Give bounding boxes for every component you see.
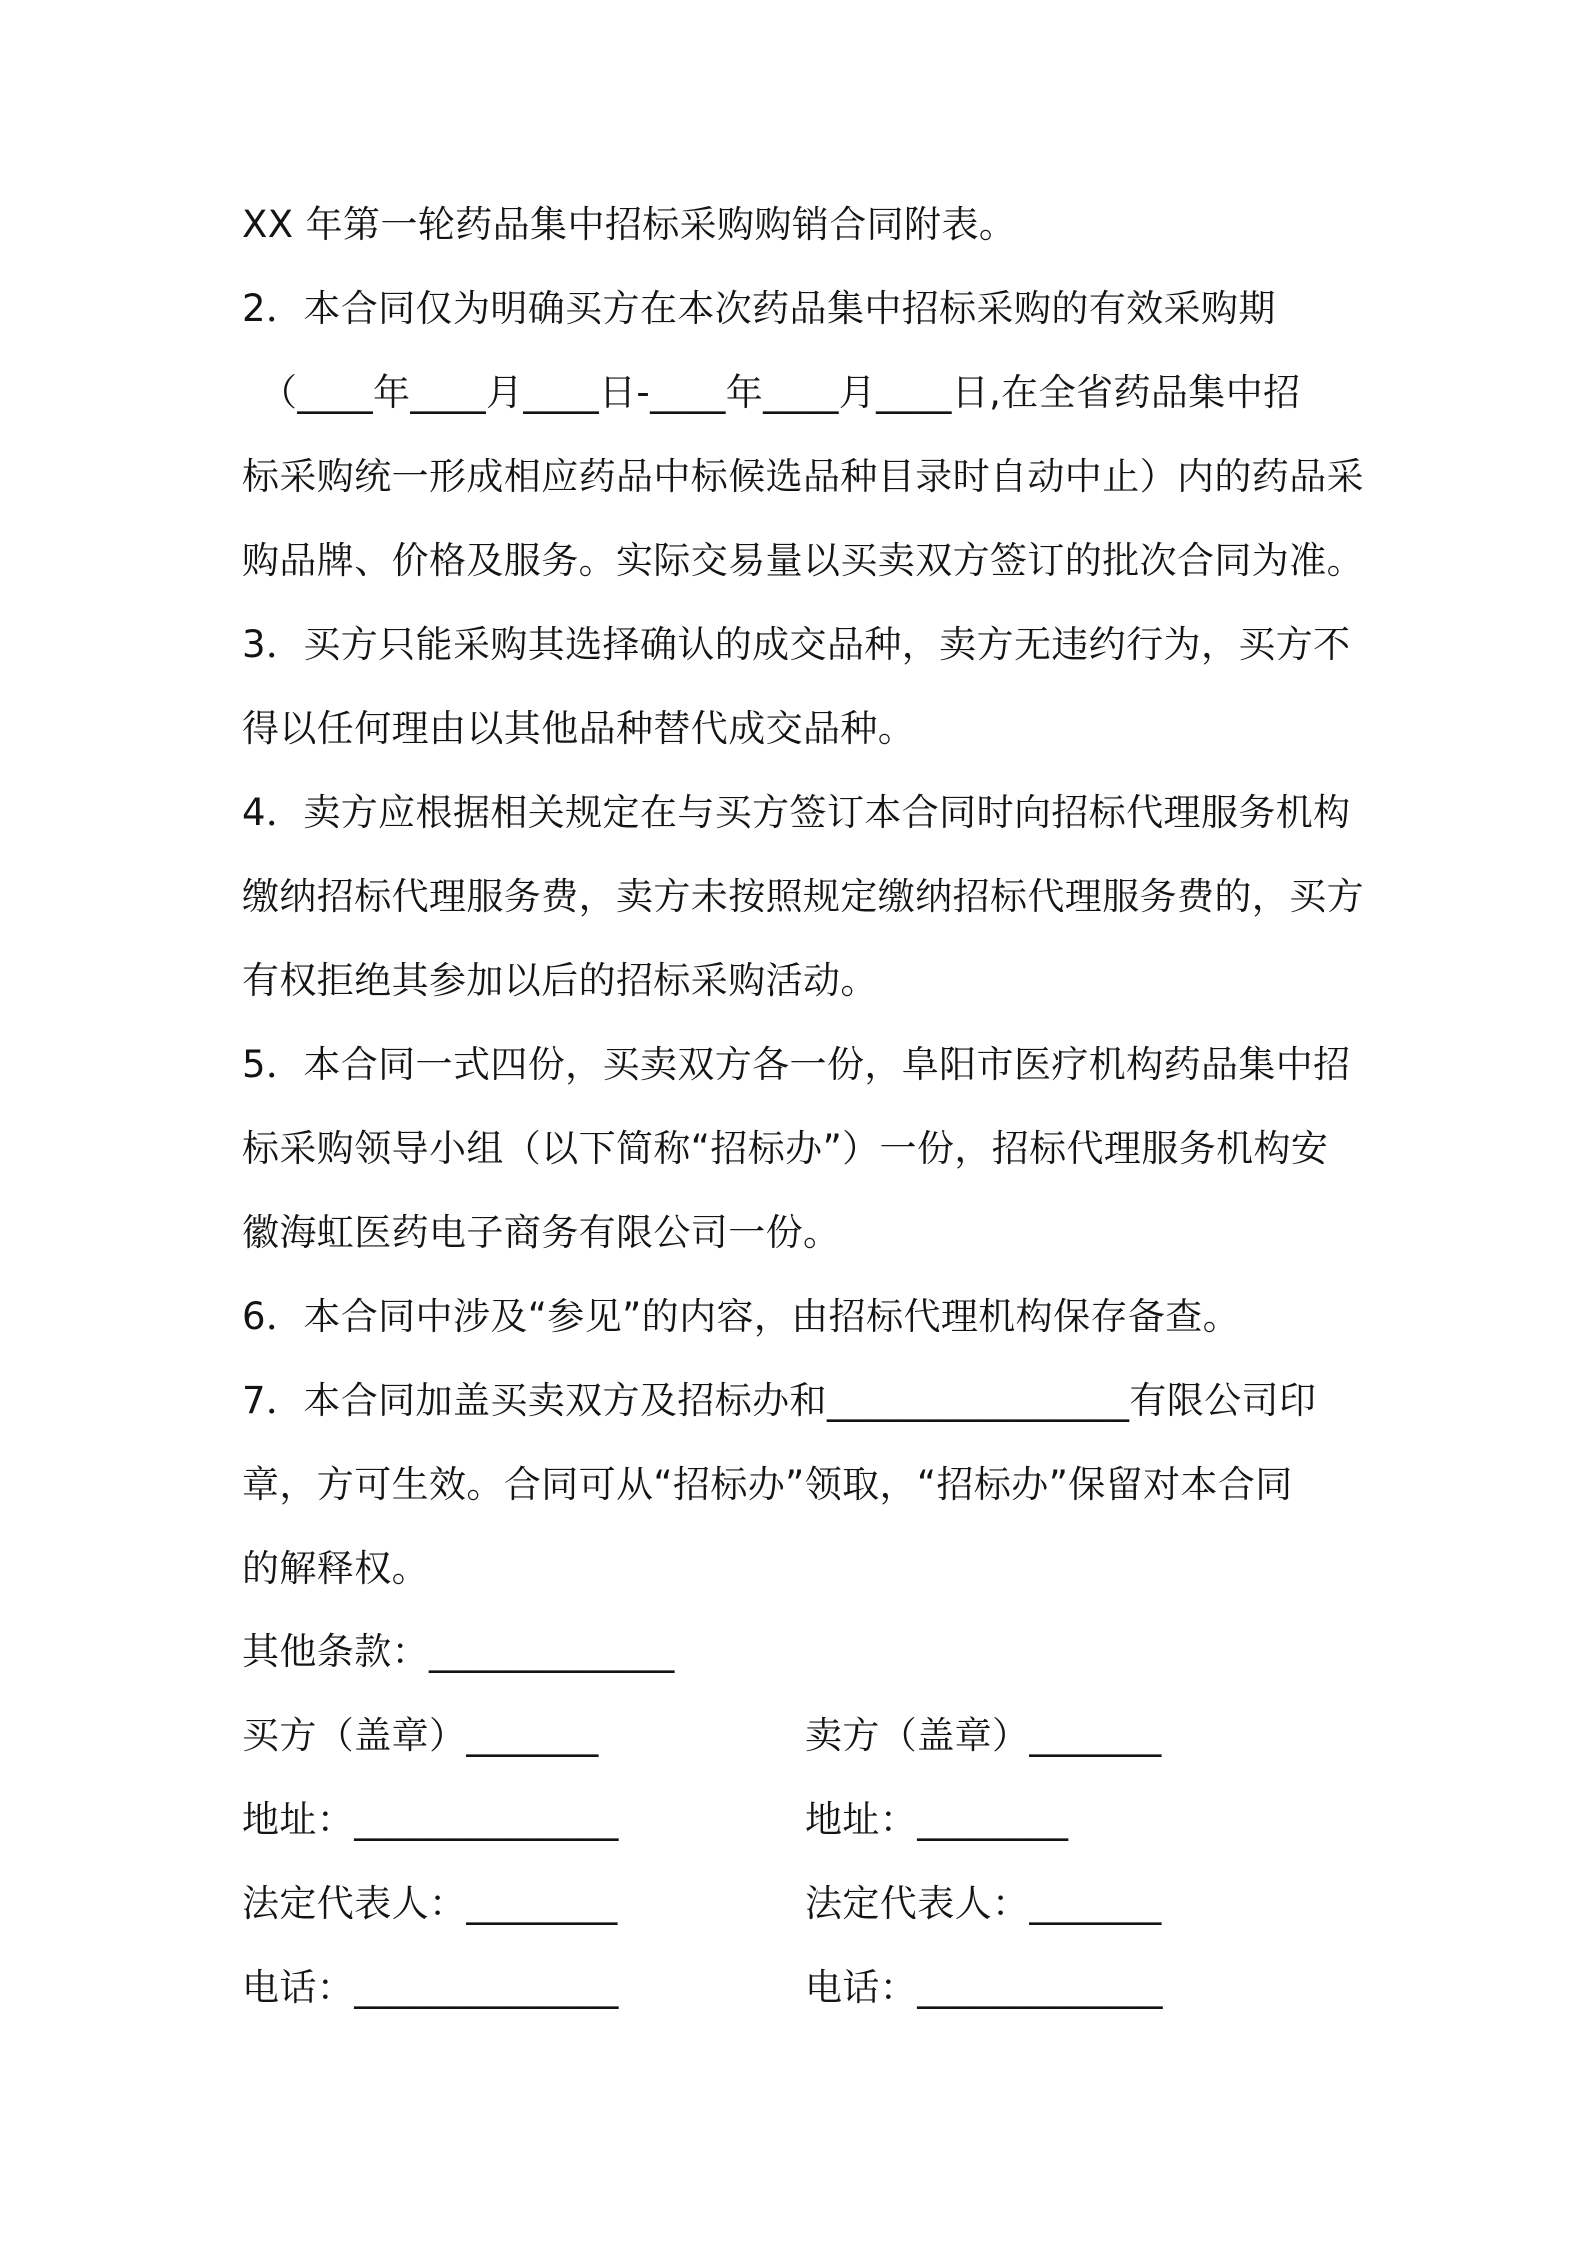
buyer-phone-line: 电话：______________ xyxy=(242,1966,619,2009)
seller-legal-rep-line: 法定代表人：_______ xyxy=(805,1882,1162,1925)
contract-line-4: 标采购统一形成相应药品中标候选品种目录时自动中止）内的药品采 xyxy=(242,455,1364,498)
contract-line-2: 2．本合同仅为明确买方在本次药品集中招标采购的有效采购期 xyxy=(242,287,1276,330)
buyer-seal-line: 买方（盖章）_______ xyxy=(242,1714,599,1757)
seller-address-line: 地址：________ xyxy=(805,1798,1069,1841)
other-terms-line: 其他条款：_____________ xyxy=(242,1630,675,1673)
seller-phone-line: 电话：_____________ xyxy=(805,1966,1163,2009)
contract-line-8: 4．卖方应根据相关规定在与买方签订本合同时向招标代理服务机构 xyxy=(242,791,1351,834)
contract-line-3: （____年____月____日-____年____月____日,在全省药品集中招 xyxy=(260,371,1301,414)
contract-line-5: 购品牌、价格及服务。实际交易量以买卖双方签订的批次合同为准。 xyxy=(242,539,1364,582)
contract-line-10: 有权拒绝其参加以后的招标采购活动。 xyxy=(242,959,878,1002)
contract-line-16: 章，方可生效。合同可从“招标办”领取，“招标办”保留对本合同 xyxy=(242,1463,1293,1506)
contract-line-7: 得以任何理由以其他品种替代成交品种。 xyxy=(242,707,916,750)
contract-line-17: 的解释权。 xyxy=(242,1547,429,1590)
contract-line-12: 标采购领导小组（以下简称“招标办”）一份，招标代理服务机构安 xyxy=(242,1127,1329,1170)
contract-line-11: 5．本合同一式四份，买卖双方各一份，阜阳市医疗机构药品集中招 xyxy=(242,1043,1351,1086)
buyer-legal-rep-line: 法定代表人：________ xyxy=(242,1882,618,1925)
contract-line-13: 徽海虹医药电子商务有限公司一份。 xyxy=(242,1211,841,1254)
contract-line-15: 7．本合同加盖买卖双方及招标办和________________有限公司印 xyxy=(242,1379,1317,1422)
contract-line-6: 3．买方只能采购其选择确认的成交品种，卖方无违约行为，买方不 xyxy=(242,623,1351,666)
contract-line-1: XX 年第一轮药品集中招标采购购销合同附表。 xyxy=(242,203,1017,246)
buyer-address-line: 地址：______________ xyxy=(242,1798,619,1841)
seller-seal-line: 卖方（盖章）_______ xyxy=(805,1714,1162,1757)
contract-line-14: 6．本合同中涉及“参见”的内容，由招标代理机构保存备查。 xyxy=(242,1295,1241,1338)
contract-line-9: 缴纳招标代理服务费，卖方未按照规定缴纳招标代理服务费的，买方 xyxy=(242,875,1364,918)
